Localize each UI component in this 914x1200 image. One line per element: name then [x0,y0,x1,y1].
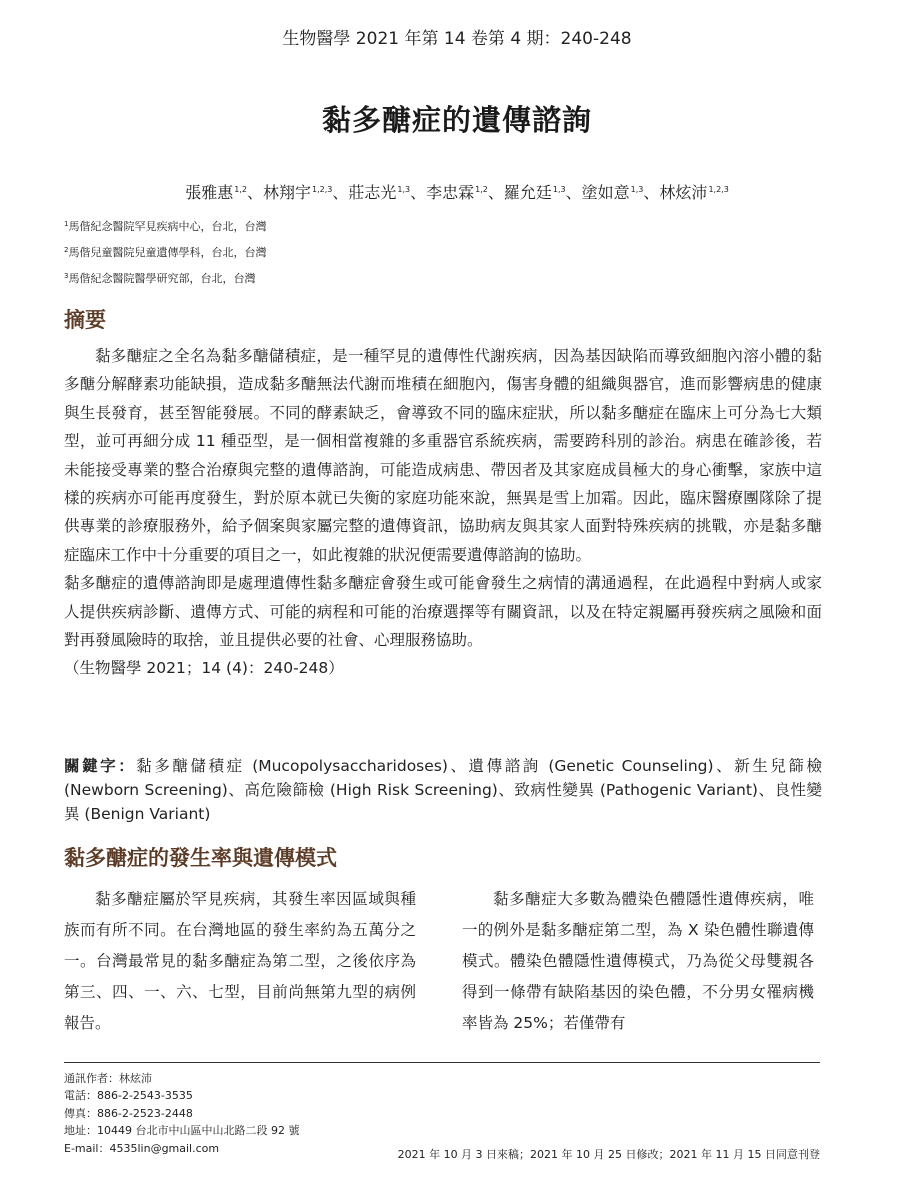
article-title: 黏多醣症的遺傳諮詢 [321,103,592,137]
email: E-mail：4535lin@gmail.com [64,1141,220,1155]
phone: 電話：886-2-2543-3535 [64,1089,193,1103]
author-affiliation-mark: 1,3 [630,185,644,194]
author-affiliation-mark: 1,2 [234,185,247,194]
correspondence-block [64,1070,299,1157]
author-separator: 、 [565,183,582,202]
keywords-label: 關鍵字： [64,757,137,775]
author-affiliation-mark: 1,2 [475,185,488,194]
author-name: 羅允廷 [503,183,552,202]
author-name: 張雅惠 [185,183,234,202]
keywords [64,754,822,826]
affiliation-3: $^3$馬偕紀念醫院醫學研究部，台北，台灣 [64,272,256,285]
author-separator: 、 [332,183,349,202]
author-name: 林炫沛 [659,183,708,202]
author-name: 林翔宇 [262,183,311,202]
footer-divider [64,1062,820,1063]
abstract-citation: （生物醫學 2021；14 (4)：240-248） [64,659,344,678]
author [426,183,504,202]
submission-dates: 2021 年 10 月 3 日來稿；2021 年 10 月 25 日修改；2021 年 11 月 15 日同意刊登 [397,1148,820,1161]
author [185,183,263,202]
author-name: 莊志光 [348,183,397,202]
corresponding-author: 通訊作者：林炫沛 [64,1072,152,1085]
author-affiliation-mark: 1,3 [397,185,411,194]
author-list [0,180,914,203]
fax: 傳真：886-2-2523-2448 [64,1106,193,1120]
author [348,183,426,202]
author-affiliation-mark: 1,2,3 [311,185,333,194]
author-separator: 、 [410,183,427,202]
author-separator: 、 [643,183,660,202]
author [582,183,660,202]
author-separator: 、 [246,183,263,202]
author [504,183,582,202]
author-affiliation-mark: 1,2,3 [708,185,729,194]
journal-header: 生物醫學 2021 年第 14 卷第 4 期：240-248 [282,29,632,49]
author-name: 李忠霖 [426,183,475,202]
author-separator: 、 [487,183,504,202]
abstract-body [64,342,822,683]
keywords-text: 黏多醣儲積症 (Mucopolysaccharidoses)、遺傳諮詢 (Genetic Counseling)、新生兒篩檢 (Newborn Screening)、高危險篩檢 (High Risk Screening)、致病性變異 (Pathogenic Variant)、良性變異 (Benign Variant) [64,757,822,823]
affiliation-1: $^1$馬偕紀念醫院罕見疾病中心，台北，台灣 [64,220,267,233]
address: 地址：10449 台北市中山區中山北路二段 92 號 [64,1124,300,1138]
author [659,183,728,202]
body-column-left: 黏多醣症屬於罕見疾病，其發生率因區域與種族而有所不同。在台灣地區的發生率約為五萬分之一。台灣最常見的黏多醣症為第二型，之後依序為第三、四、一、六、七型，目前尚無第九型的病例報告。 [64,890,416,1032]
section-heading: 黏多醣症的發生率與遺傳模式 [64,846,337,870]
author-name: 塗如意 [581,183,630,202]
abstract-heading: 摘要 [64,308,106,332]
author-affiliation-mark: 1,3 [552,185,566,194]
affiliation-2: $^2$馬偕兒童醫院兒童遺傳學科，台北，台灣 [64,246,267,259]
abstract-paragraph-2: 黏多醣症的遺傳諮詢即是處理遺傳性黏多醣症會發生或可能會發生之病情的溝通過程，在此過程中對病人或家人提供疾病診斷、遺傳方式、可能的病程和可能的治療選擇等有關資訊，以及在特定親屬再發疾病之風險和面對再發風險時的取捨，並且提供必要的社會、心理服務協助。 [64,574,822,650]
body-column-right: 黏多醣症大多數為體染色體隱性遺傳疾病，唯一的例外是黏多醣症第二型，為 X 染色體性聯遺傳模式。體染色體隱性遺傳模式，乃為從父母雙親各得到一條帶有缺陷基因的染色體，不分男女罹病機率皆為 25%；若僅帶有 [462,890,814,1032]
abstract-paragraph-1: 黏多醣症之全名為黏多醣儲積症，是一種罕見的遺傳性代謝疾病，因為基因缺陷而導致細胞內溶小體的黏多醣分解酵素功能缺損，造成黏多醣無法代謝而堆積在細胞內，傷害身體的組織與器官，進而影響病患的健康與生長發育，甚至智能發展。不同的酵素缺乏，會導致不同的臨床症狀，所以黏多醣症在臨床上可分為七大類型，並可再細分成 11 種亞型，是一個相當複雜的多重器官系統疾病，需要跨科別的診治。病患在確診後，若未能接受專業的整合治療與完整的遺傳諮詢，可能造成病患、帶因者及其家庭成員極大的身心衝擊，家族中這樣的疾病亦可能再度發生，對於原本就已失衡的家庭功能來說，無異是雪上加霜。因此，臨床醫療團隊除了提供專業的診療服務外，給予個案與家屬完整的遺傳資訊，協助病友與其家人面對特殊疾病的挑戰，亦是黏多醣症臨床工作中十分重要的項目之一，如此複雜的狀況便需要遺傳諮詢的協助。 [64,347,822,564]
author [263,183,348,202]
